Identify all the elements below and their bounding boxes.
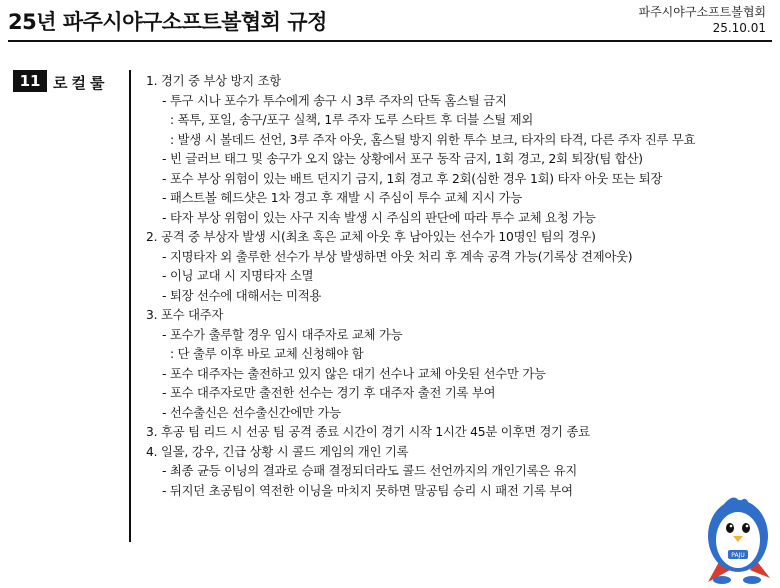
- org-name: 파주시야구소프트볼협회: [638, 5, 766, 19]
- rule-heading: 1. 경기 중 부상 방지 조항: [146, 74, 281, 88]
- rule-item: - 선수출신은 선수출신간에만 가능: [162, 405, 341, 420]
- rule-item: - 퇴장 선수에 대해서는 미적용: [162, 288, 322, 303]
- bird-mascot-icon: [700, 490, 776, 586]
- rule-item: - 빈 글러브 태그 및 송구가 오지 않는 상황에서 포구 동작 금지, 1회 경고, 2회 퇴장(팀 합산): [162, 152, 643, 166]
- rule-item: - 최종 균등 이닝의 결과로 승패 결정되더라도 콜드 선언까지의 개인기록은 유지: [162, 464, 578, 478]
- rule-item: - 포수 대주자는 출전하고 있지 않은 대기 선수나 교체 아웃된 선수만 가능: [162, 366, 546, 381]
- header-divider: [8, 40, 772, 42]
- section-number: 11: [13, 70, 47, 92]
- page-title: 25년 파주시야구소프트볼협회 규정: [8, 10, 327, 34]
- rule-heading: 3. 후공 팀 리드 시 선공 팀 공격 종료 시간이 경기 시작 1시간 45분 이후면 경기 종료: [146, 425, 590, 439]
- rule-heading: 4. 일몰, 강우, 긴급 상황 시 콜드 게임의 개인 기록: [146, 444, 409, 459]
- rule-subitem: : 폭투, 포일, 송구/포구 실책, 1루 주자 도루 스타트 후 더블 스틸 제외: [170, 113, 534, 127]
- rule-item: - 포수 부상 위험이 있는 배트 던지기 금지, 1회 경고 후 2회(심한 경우 1회) 타자 아웃 또는 퇴장: [162, 171, 663, 186]
- rule-subitem: : 단 출루 이후 바로 교체 신청해야 함: [170, 347, 364, 361]
- section-divider: [129, 70, 131, 542]
- rule-item: - 포수 대주자로만 출전한 선수는 경기 후 대주자 출전 기록 부여: [162, 386, 496, 400]
- section-title: 로컬룰: [53, 74, 109, 92]
- rules-list: [146, 72, 772, 501]
- org-info: [638, 4, 766, 36]
- rule-item: - 투구 시나 포수가 투수에게 송구 시 3루 주자의 단독 홈스틸 금지: [162, 93, 507, 108]
- rule-item: - 뒤지던 초공팀이 역전한 이닝을 마치지 못하면 말공팀 승리 시 패전 기록 부여: [162, 483, 573, 498]
- doc-date: 25.10.01: [712, 21, 766, 35]
- rule-item: - 이닝 교대 시 지명타자 소멸: [162, 269, 314, 283]
- rule-heading: 3. 포수 대주자: [146, 308, 224, 322]
- rule-item: - 패스트볼 헤드샷은 1차 경고 후 재발 시 주심이 투수 교체 지시 가능: [162, 191, 523, 205]
- rule-heading: 2. 공격 중 부상자 발생 시(최초 혹은 교체 아웃 후 남아있는 선수가 10명인 팀의 경우): [146, 230, 596, 244]
- rule-item: - 포수가 출루할 경우 임시 대주자로 교체 가능: [162, 327, 403, 342]
- rule-item: - 지명타자 외 출루한 선수가 부상 발생하면 아웃 처리 후 계속 공격 가능(기록상 견제아웃): [162, 249, 633, 264]
- rule-item: - 타자 부상 위험이 있는 사구 지속 발생 시 주심의 판단에 따라 투수 교체 요청 가능: [162, 210, 596, 225]
- mascot-badge: PAJU: [731, 552, 745, 559]
- rule-subitem: : 발생 시 볼데드 선언, 3루 주자 아웃, 홈스틸 방지 위한 투수 보크, 타자의 타격, 다른 주자 진루 무효: [170, 132, 696, 147]
